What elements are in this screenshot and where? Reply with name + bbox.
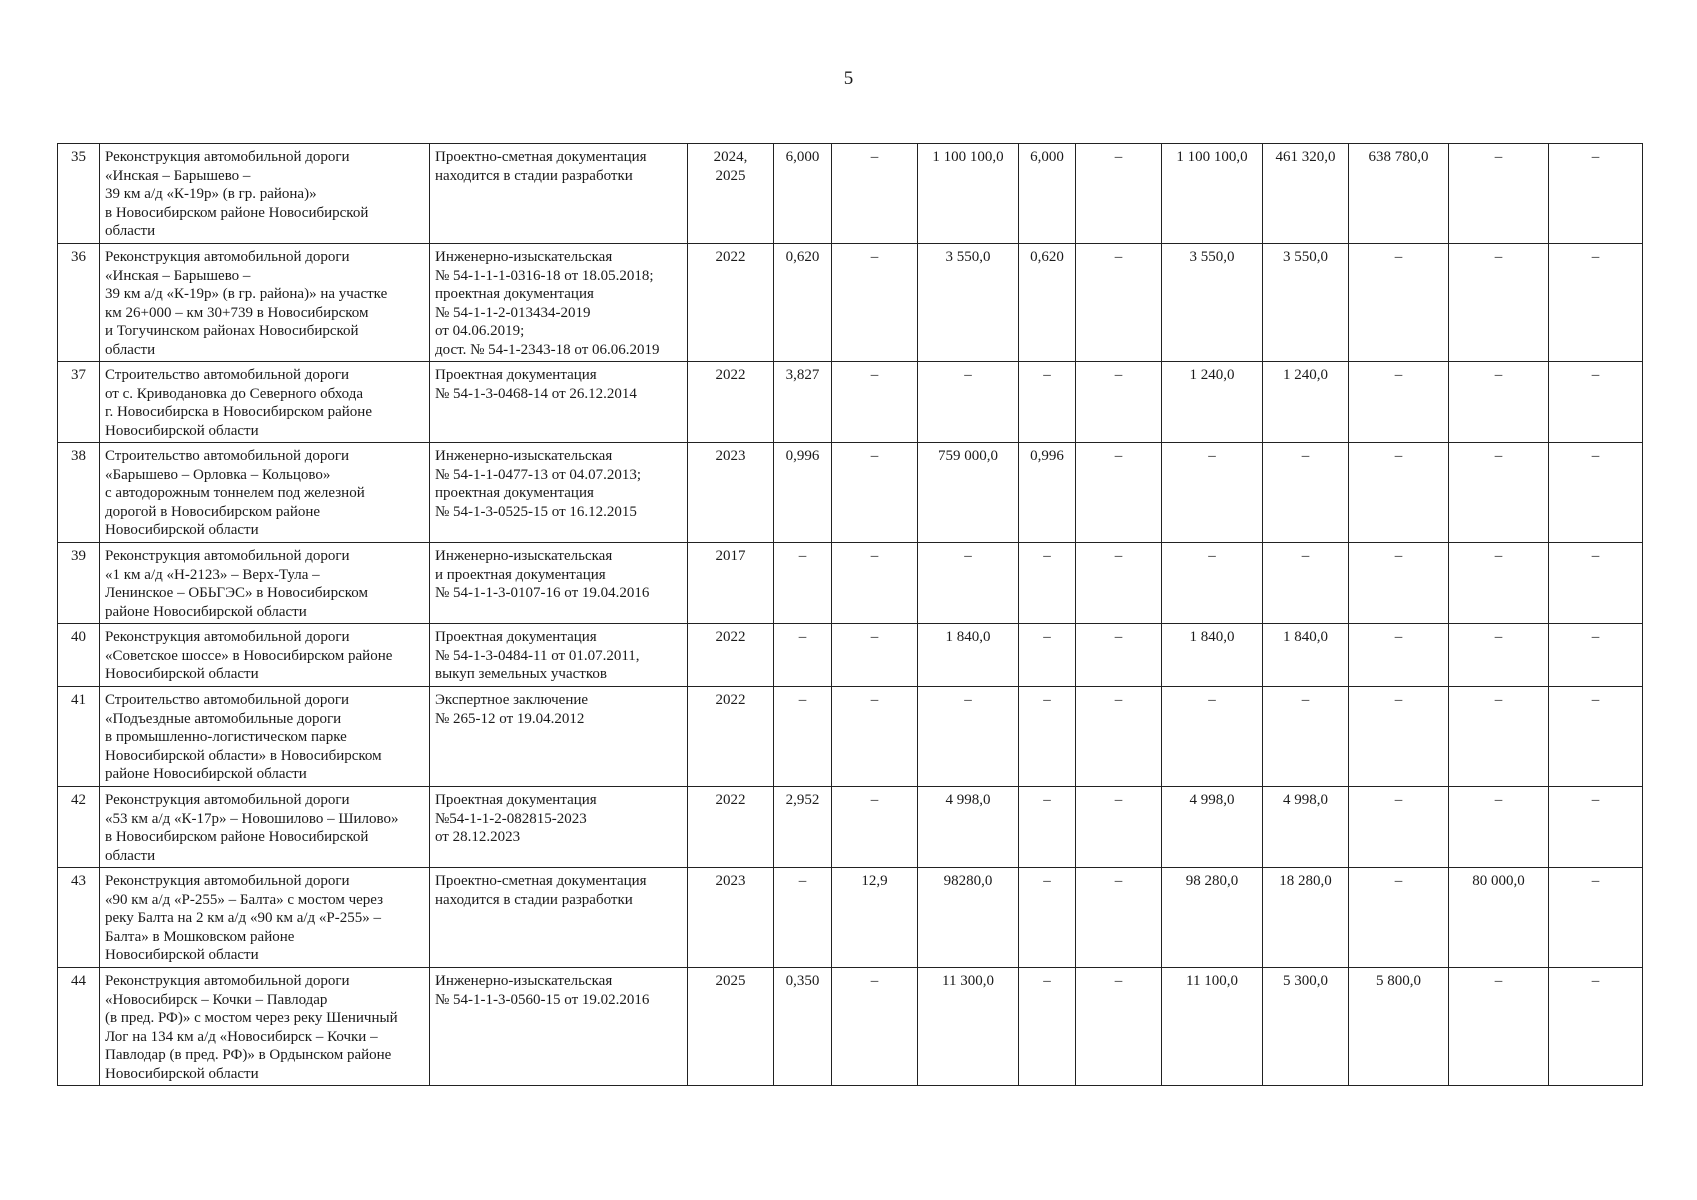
- row-number-cell: [58, 968, 100, 1086]
- table-row: [58, 868, 1643, 968]
- value-cell-7: [1263, 868, 1349, 968]
- row-number-cell: [58, 443, 100, 543]
- value-text-7: 3 550,0: [1283, 249, 1328, 265]
- documentation-cell: [430, 868, 688, 968]
- value-cell-2: [832, 968, 918, 1086]
- value-text-6: 1 100 100,0: [1176, 149, 1248, 165]
- object-name-cell: [100, 868, 430, 968]
- value-text-9: –: [1494, 448, 1503, 464]
- value-text-1: –: [798, 873, 807, 889]
- value-text-5: –: [1114, 973, 1123, 989]
- value-text-10: –: [1591, 629, 1600, 645]
- value-cell-1: [774, 868, 832, 968]
- value-cell-5: [1076, 968, 1162, 1086]
- row-number-text: 39: [71, 548, 86, 564]
- documentation-cell: [430, 687, 688, 787]
- value-cell-7: [1263, 443, 1349, 543]
- table-row: [58, 968, 1643, 1086]
- documentation-text: Экспертное заключение № 265-12 от 19.04.2012: [435, 692, 589, 727]
- value-text-10: –: [1591, 873, 1600, 889]
- year-cell: [688, 968, 774, 1086]
- value-cell-10: [1549, 362, 1643, 443]
- value-text-9: –: [1494, 367, 1503, 383]
- value-cell-5: [1076, 787, 1162, 868]
- row-number-cell: [58, 868, 100, 968]
- documentation-cell: [430, 443, 688, 543]
- value-cell-7: [1263, 624, 1349, 687]
- value-text-10: –: [1591, 692, 1600, 708]
- value-text-3: 98280,0: [943, 873, 993, 889]
- value-text-8: –: [1394, 629, 1403, 645]
- value-text-3: 11 300,0: [942, 973, 994, 989]
- value-text-3: 4 998,0: [945, 792, 991, 808]
- value-text-10: –: [1591, 973, 1600, 989]
- value-cell-9: [1449, 144, 1549, 244]
- value-cell-10: [1549, 244, 1643, 362]
- value-text-5: –: [1114, 367, 1123, 383]
- value-cell-8: [1349, 968, 1449, 1086]
- object-name-text: Реконструкция автомобильной дороги «Новосибирск – Кочки – Павлодар (в пред. РФ)» с мостом через реку Шеничный Лог на 134 км а/д «Новосибирск – Кочки – Павлодар (в пред. РФ)» в Ордынском районе Новосибирской области: [105, 973, 398, 1082]
- value-cell-10: [1549, 624, 1643, 687]
- value-text-6: –: [1208, 692, 1216, 708]
- value-cell-2: [832, 687, 918, 787]
- year-cell: [688, 144, 774, 244]
- value-text-3: –: [964, 692, 972, 708]
- value-cell-8: [1349, 868, 1449, 968]
- value-text-3: –: [964, 367, 972, 383]
- value-text-1: 6,000: [785, 149, 820, 165]
- value-cell-5: [1076, 624, 1162, 687]
- row-number-text: 38: [71, 448, 86, 464]
- documentation-text: Инженерно-изыскательская и проектная документация № 54-1-1-3-0107-16 от 19.04.2016: [435, 548, 650, 602]
- documentation-cell: [430, 362, 688, 443]
- value-cell-1: [774, 144, 832, 244]
- object-name-text: Строительство автомобильной дороги «Барышево – Орловка – Кольцово» с автодорожным тоннелем под железной дорогой в Новосибирском районе Новосибирской области: [105, 448, 365, 539]
- value-text-8: –: [1394, 792, 1403, 808]
- value-cell-4: [1019, 868, 1076, 968]
- documentation-text: Проектно-сметная документация находится в стадии разработки: [435, 149, 647, 184]
- value-cell-1: [774, 968, 832, 1086]
- value-cell-8: [1349, 362, 1449, 443]
- value-cell-8: [1349, 787, 1449, 868]
- year-text: 2023: [715, 873, 746, 889]
- documentation-text: Инженерно-изыскательская № 54-1-1-0477-13 от 04.07.2013; проектная документация № 54-1-3-0525-15 от 16.12.2015: [435, 448, 642, 520]
- value-text-7: –: [1301, 548, 1310, 564]
- page-number: 5: [843, 68, 854, 89]
- value-text-2: –: [870, 548, 879, 564]
- value-text-1: –: [798, 548, 807, 564]
- year-text: 2022: [715, 249, 746, 265]
- value-cell-5: [1076, 687, 1162, 787]
- object-name-text: Строительство автомобильной дороги от с. Криводановка до Северного обхода г. Новосибирска в Новосибирском районе Новосибирской области: [105, 367, 372, 439]
- value-cell-3: [918, 868, 1019, 968]
- value-cell-6: [1162, 443, 1263, 543]
- row-number-cell: [58, 362, 100, 443]
- year-cell: [688, 868, 774, 968]
- row-number-cell: [58, 543, 100, 624]
- year-cell: [688, 362, 774, 443]
- documentation-text: Проектная документация № 54-1-3-0484-11 от 01.07.2011, выкуп земельных участков: [435, 629, 640, 683]
- year-text: 2024, 2025: [713, 149, 748, 184]
- value-text-4: –: [1043, 367, 1051, 383]
- value-text-5: –: [1114, 792, 1123, 808]
- value-cell-8: [1349, 443, 1449, 543]
- value-cell-8: [1349, 543, 1449, 624]
- row-number-cell: [58, 787, 100, 868]
- value-cell-6: [1162, 362, 1263, 443]
- value-cell-5: [1076, 443, 1162, 543]
- value-text-7: 461 320,0: [1275, 149, 1336, 165]
- value-text-4: 0,620: [1030, 249, 1064, 265]
- documentation-cell: [430, 968, 688, 1086]
- value-text-10: –: [1591, 149, 1600, 165]
- value-cell-8: [1349, 687, 1449, 787]
- row-number-text: 36: [71, 249, 86, 265]
- value-text-9: –: [1494, 973, 1503, 989]
- value-text-3: 759 000,0: [938, 448, 998, 464]
- documentation-cell: [430, 624, 688, 687]
- value-cell-3: [918, 787, 1019, 868]
- documentation-cell: [430, 144, 688, 244]
- value-cell-2: [832, 543, 918, 624]
- value-cell-10: [1549, 787, 1643, 868]
- value-cell-3: [918, 244, 1019, 362]
- value-cell-7: [1263, 787, 1349, 868]
- object-name-cell: [100, 687, 430, 787]
- object-name-text: Реконструкция автомобильной дороги «Инская – Барышево – 39 км а/д «К-19р» (в гр. района)» в Новосибирском районе Новосибирской области: [105, 149, 369, 240]
- value-text-10: –: [1591, 448, 1600, 464]
- value-text-7: 5 300,0: [1283, 973, 1328, 989]
- value-cell-8: [1349, 624, 1449, 687]
- documentation-cell: [430, 787, 688, 868]
- value-cell-10: [1549, 968, 1643, 1086]
- value-cell-5: [1076, 868, 1162, 968]
- value-cell-4: [1019, 624, 1076, 687]
- object-name-cell: [100, 543, 430, 624]
- value-cell-1: [774, 687, 832, 787]
- value-cell-10: [1549, 868, 1643, 968]
- value-text-4: –: [1043, 548, 1051, 564]
- year-text: 2025: [715, 973, 746, 989]
- object-name-cell: [100, 624, 430, 687]
- value-text-7: 1 240,0: [1283, 367, 1328, 383]
- row-number-text: 42: [71, 792, 86, 808]
- year-text: 2017: [715, 548, 746, 564]
- value-text-9: 80 000,0: [1472, 873, 1525, 889]
- value-cell-7: [1263, 244, 1349, 362]
- value-text-7: –: [1301, 448, 1310, 464]
- value-cell-3: [918, 144, 1019, 244]
- value-cell-6: [1162, 868, 1263, 968]
- value-text-6: 98 280,0: [1185, 873, 1239, 889]
- value-cell-4: [1019, 443, 1076, 543]
- value-text-10: –: [1591, 792, 1600, 808]
- value-cell-3: [918, 624, 1019, 687]
- value-cell-5: [1076, 144, 1162, 244]
- table-row: [58, 362, 1643, 443]
- value-cell-6: [1162, 787, 1263, 868]
- value-cell-6: [1162, 244, 1263, 362]
- row-number-text: 44: [71, 973, 86, 989]
- value-cell-1: [774, 362, 832, 443]
- value-text-5: –: [1114, 692, 1123, 708]
- value-text-9: –: [1494, 249, 1503, 265]
- value-text-2: –: [870, 149, 879, 165]
- value-cell-1: [774, 443, 832, 543]
- value-cell-4: [1019, 968, 1076, 1086]
- value-text-4: –: [1043, 792, 1051, 808]
- value-cell-4: [1019, 787, 1076, 868]
- value-text-8: –: [1394, 367, 1403, 383]
- value-text-3: 3 550,0: [945, 249, 991, 265]
- documentation-text: Проектная документация № 54-1-3-0468-14 от 26.12.2014: [435, 367, 637, 402]
- value-text-9: –: [1494, 548, 1503, 564]
- row-number-text: 41: [71, 692, 86, 708]
- row-number-text: 40: [71, 629, 86, 645]
- value-cell-1: [774, 543, 832, 624]
- value-text-8: –: [1394, 249, 1403, 265]
- value-cell-7: [1263, 968, 1349, 1086]
- value-cell-6: [1162, 144, 1263, 244]
- value-text-6: –: [1208, 548, 1216, 564]
- value-text-2: –: [870, 367, 879, 383]
- value-text-7: –: [1301, 692, 1310, 708]
- value-cell-7: [1263, 687, 1349, 787]
- value-text-6: 11 100,0: [1186, 973, 1238, 989]
- value-cell-8: [1349, 244, 1449, 362]
- year-cell: [688, 543, 774, 624]
- year-cell: [688, 687, 774, 787]
- year-text: 2022: [715, 367, 746, 383]
- value-cell-10: [1549, 144, 1643, 244]
- value-cell-6: [1162, 968, 1263, 1086]
- value-text-5: –: [1114, 249, 1123, 265]
- object-name-cell: [100, 244, 430, 362]
- value-cell-4: [1019, 362, 1076, 443]
- value-text-1: 2,952: [785, 792, 820, 808]
- value-cell-2: [832, 244, 918, 362]
- value-text-4: 6,000: [1030, 149, 1064, 165]
- value-cell-4: [1019, 687, 1076, 787]
- value-cell-4: [1019, 144, 1076, 244]
- value-text-2: –: [870, 692, 879, 708]
- year-text: 2023: [715, 448, 746, 464]
- documentation-cell: [430, 543, 688, 624]
- object-name-text: Строительство автомобильной дороги «Подъездные автомобильные дороги в промышленно-логистическом парке Новосибирской области» в Новосибирском районе Новосибирской области: [105, 692, 382, 783]
- year-text: 2022: [715, 792, 746, 808]
- value-cell-7: [1263, 144, 1349, 244]
- object-name-cell: [100, 443, 430, 543]
- value-text-6: 4 998,0: [1189, 792, 1235, 808]
- value-text-3: –: [964, 548, 972, 564]
- value-cell-3: [918, 543, 1019, 624]
- value-text-4: –: [1043, 873, 1051, 889]
- value-cell-3: [918, 362, 1019, 443]
- value-text-5: –: [1114, 629, 1123, 645]
- value-text-7: 18 280,0: [1279, 873, 1332, 889]
- value-cell-6: [1162, 624, 1263, 687]
- value-cell-1: [774, 787, 832, 868]
- value-text-4: –: [1043, 629, 1051, 645]
- value-text-2: 12,9: [861, 873, 888, 889]
- value-text-8: –: [1394, 692, 1403, 708]
- value-text-10: –: [1591, 548, 1600, 564]
- object-name-text: Реконструкция автомобильной дороги «Инская – Барышево – 39 км а/д «К-19р» (в гр. района)» на участке км 26+000 – км 30+739 в Новосибирском и Тогучинском районах Новосибирской области: [105, 249, 388, 358]
- object-name-cell: [100, 968, 430, 1086]
- object-name-cell: [100, 787, 430, 868]
- row-number-cell: [58, 687, 100, 787]
- object-name-cell: [100, 362, 430, 443]
- value-cell-9: [1449, 968, 1549, 1086]
- row-number-text: 43: [71, 873, 86, 889]
- year-cell: [688, 787, 774, 868]
- value-cell-2: [832, 362, 918, 443]
- value-cell-9: [1449, 543, 1549, 624]
- value-cell-10: [1549, 443, 1643, 543]
- object-name-text: Реконструкция автомобильной дороги «53 км а/д «К-17р» – Новошилово – Шилово» в Новосибирском районе Новосибирской области: [105, 792, 399, 864]
- value-text-9: –: [1494, 629, 1503, 645]
- value-cell-5: [1076, 244, 1162, 362]
- value-cell-9: [1449, 687, 1549, 787]
- value-text-5: –: [1114, 873, 1123, 889]
- row-number-cell: [58, 624, 100, 687]
- object-name-text: Реконструкция автомобильной дороги «90 км а/д «Р-255» – Балта» с мостом через реку Балта на 2 км а/д «90 км а/д «Р-255» – Балта» в Мошковском районе Новосибирской области: [105, 873, 384, 964]
- value-cell-1: [774, 244, 832, 362]
- value-text-4: 0,996: [1030, 448, 1064, 464]
- year-text: 2022: [715, 692, 746, 708]
- value-cell-8: [1349, 144, 1449, 244]
- year-cell: [688, 244, 774, 362]
- value-text-2: –: [870, 629, 879, 645]
- value-cell-3: [918, 687, 1019, 787]
- value-cell-9: [1449, 868, 1549, 968]
- value-text-1: 0,996: [785, 448, 820, 464]
- row-number-cell: [58, 144, 100, 244]
- value-cell-2: [832, 624, 918, 687]
- value-text-2: –: [870, 973, 879, 989]
- value-cell-5: [1076, 362, 1162, 443]
- value-cell-9: [1449, 244, 1549, 362]
- value-text-9: –: [1494, 692, 1503, 708]
- documentation-text: Инженерно-изыскательская № 54-1-1-3-0560-15 от 19.02.2016: [435, 973, 650, 1008]
- value-text-1: 3,827: [785, 367, 820, 383]
- value-cell-2: [832, 868, 918, 968]
- value-cell-4: [1019, 543, 1076, 624]
- value-text-7: 1 840,0: [1283, 629, 1328, 645]
- value-cell-9: [1449, 624, 1549, 687]
- table-row: [58, 543, 1643, 624]
- value-text-10: –: [1591, 367, 1600, 383]
- value-text-5: –: [1114, 548, 1123, 564]
- value-text-2: –: [870, 448, 879, 464]
- value-cell-5: [1076, 543, 1162, 624]
- object-name-text: Реконструкция автомобильной дороги «Советское шоссе» в Новосибирском районе Новосибирской области: [105, 629, 393, 683]
- value-cell-9: [1449, 443, 1549, 543]
- value-text-8: 638 780,0: [1368, 149, 1429, 165]
- value-text-9: –: [1494, 149, 1503, 165]
- value-text-6: 1 840,0: [1189, 629, 1235, 645]
- value-text-8: –: [1394, 873, 1403, 889]
- value-cell-7: [1263, 543, 1349, 624]
- value-text-2: –: [870, 249, 879, 265]
- value-cell-7: [1263, 362, 1349, 443]
- value-text-8: 5 800,0: [1376, 973, 1421, 989]
- value-text-1: –: [798, 629, 807, 645]
- value-cell-6: [1162, 543, 1263, 624]
- value-text-10: –: [1591, 249, 1600, 265]
- value-cell-3: [918, 968, 1019, 1086]
- value-text-9: –: [1494, 792, 1503, 808]
- value-text-4: –: [1043, 973, 1051, 989]
- value-text-6: 1 240,0: [1189, 367, 1235, 383]
- table-row: [58, 624, 1643, 687]
- value-cell-10: [1549, 687, 1643, 787]
- year-cell: [688, 443, 774, 543]
- value-cell-2: [832, 443, 918, 543]
- value-text-8: –: [1394, 448, 1403, 464]
- object-name-text: Реконструкция автомобильной дороги «1 км а/д «Н-2123» – Верх-Тула – Ленинское – ОБЬГЭС» в Новосибирском районе Новосибирской области: [105, 548, 368, 620]
- value-cell-10: [1549, 543, 1643, 624]
- value-text-1: 0,350: [785, 973, 820, 989]
- table-row: [58, 687, 1643, 787]
- year-text: 2022: [715, 629, 746, 645]
- value-text-3: 1 100 100,0: [932, 149, 1004, 165]
- table-row: [58, 787, 1643, 868]
- value-cell-9: [1449, 787, 1549, 868]
- value-text-3: 1 840,0: [945, 629, 991, 645]
- row-number-text: 37: [71, 367, 86, 383]
- documentation-cell: [430, 244, 688, 362]
- value-text-1: 0,620: [785, 249, 820, 265]
- value-cell-2: [832, 787, 918, 868]
- year-cell: [688, 624, 774, 687]
- documentation-text: Проектная документация №54-1-1-2-082815-2023 от 28.12.2023: [435, 792, 597, 846]
- table-row: [58, 443, 1643, 543]
- row-number-text: 35: [71, 149, 86, 165]
- table-row: [58, 144, 1643, 244]
- value-cell-9: [1449, 362, 1549, 443]
- documentation-text: Проектно-сметная документация находится в стадии разработки: [435, 873, 647, 908]
- value-cell-6: [1162, 687, 1263, 787]
- value-text-5: –: [1114, 448, 1123, 464]
- value-text-8: –: [1394, 548, 1403, 564]
- value-cell-3: [918, 443, 1019, 543]
- value-text-6: –: [1208, 448, 1216, 464]
- value-text-6: 3 550,0: [1189, 249, 1235, 265]
- value-text-4: –: [1043, 692, 1051, 708]
- value-cell-1: [774, 624, 832, 687]
- object-name-cell: [100, 144, 430, 244]
- row-number-cell: [58, 244, 100, 362]
- objects-table: [57, 143, 1643, 1086]
- value-text-2: –: [870, 792, 879, 808]
- value-cell-2: [832, 144, 918, 244]
- value-text-7: 4 998,0: [1283, 792, 1328, 808]
- value-text-1: –: [798, 692, 807, 708]
- value-text-5: –: [1114, 149, 1123, 165]
- documentation-text: Инженерно-изыскательская № 54-1-1-1-0316-18 от 18.05.2018; проектная документация № 54-1-1-2-013434-2019 от 04.06.2019; дост. № 54-1-2343-18 от 06.06.2019: [435, 249, 660, 358]
- value-cell-4: [1019, 244, 1076, 362]
- table-row: [58, 244, 1643, 362]
